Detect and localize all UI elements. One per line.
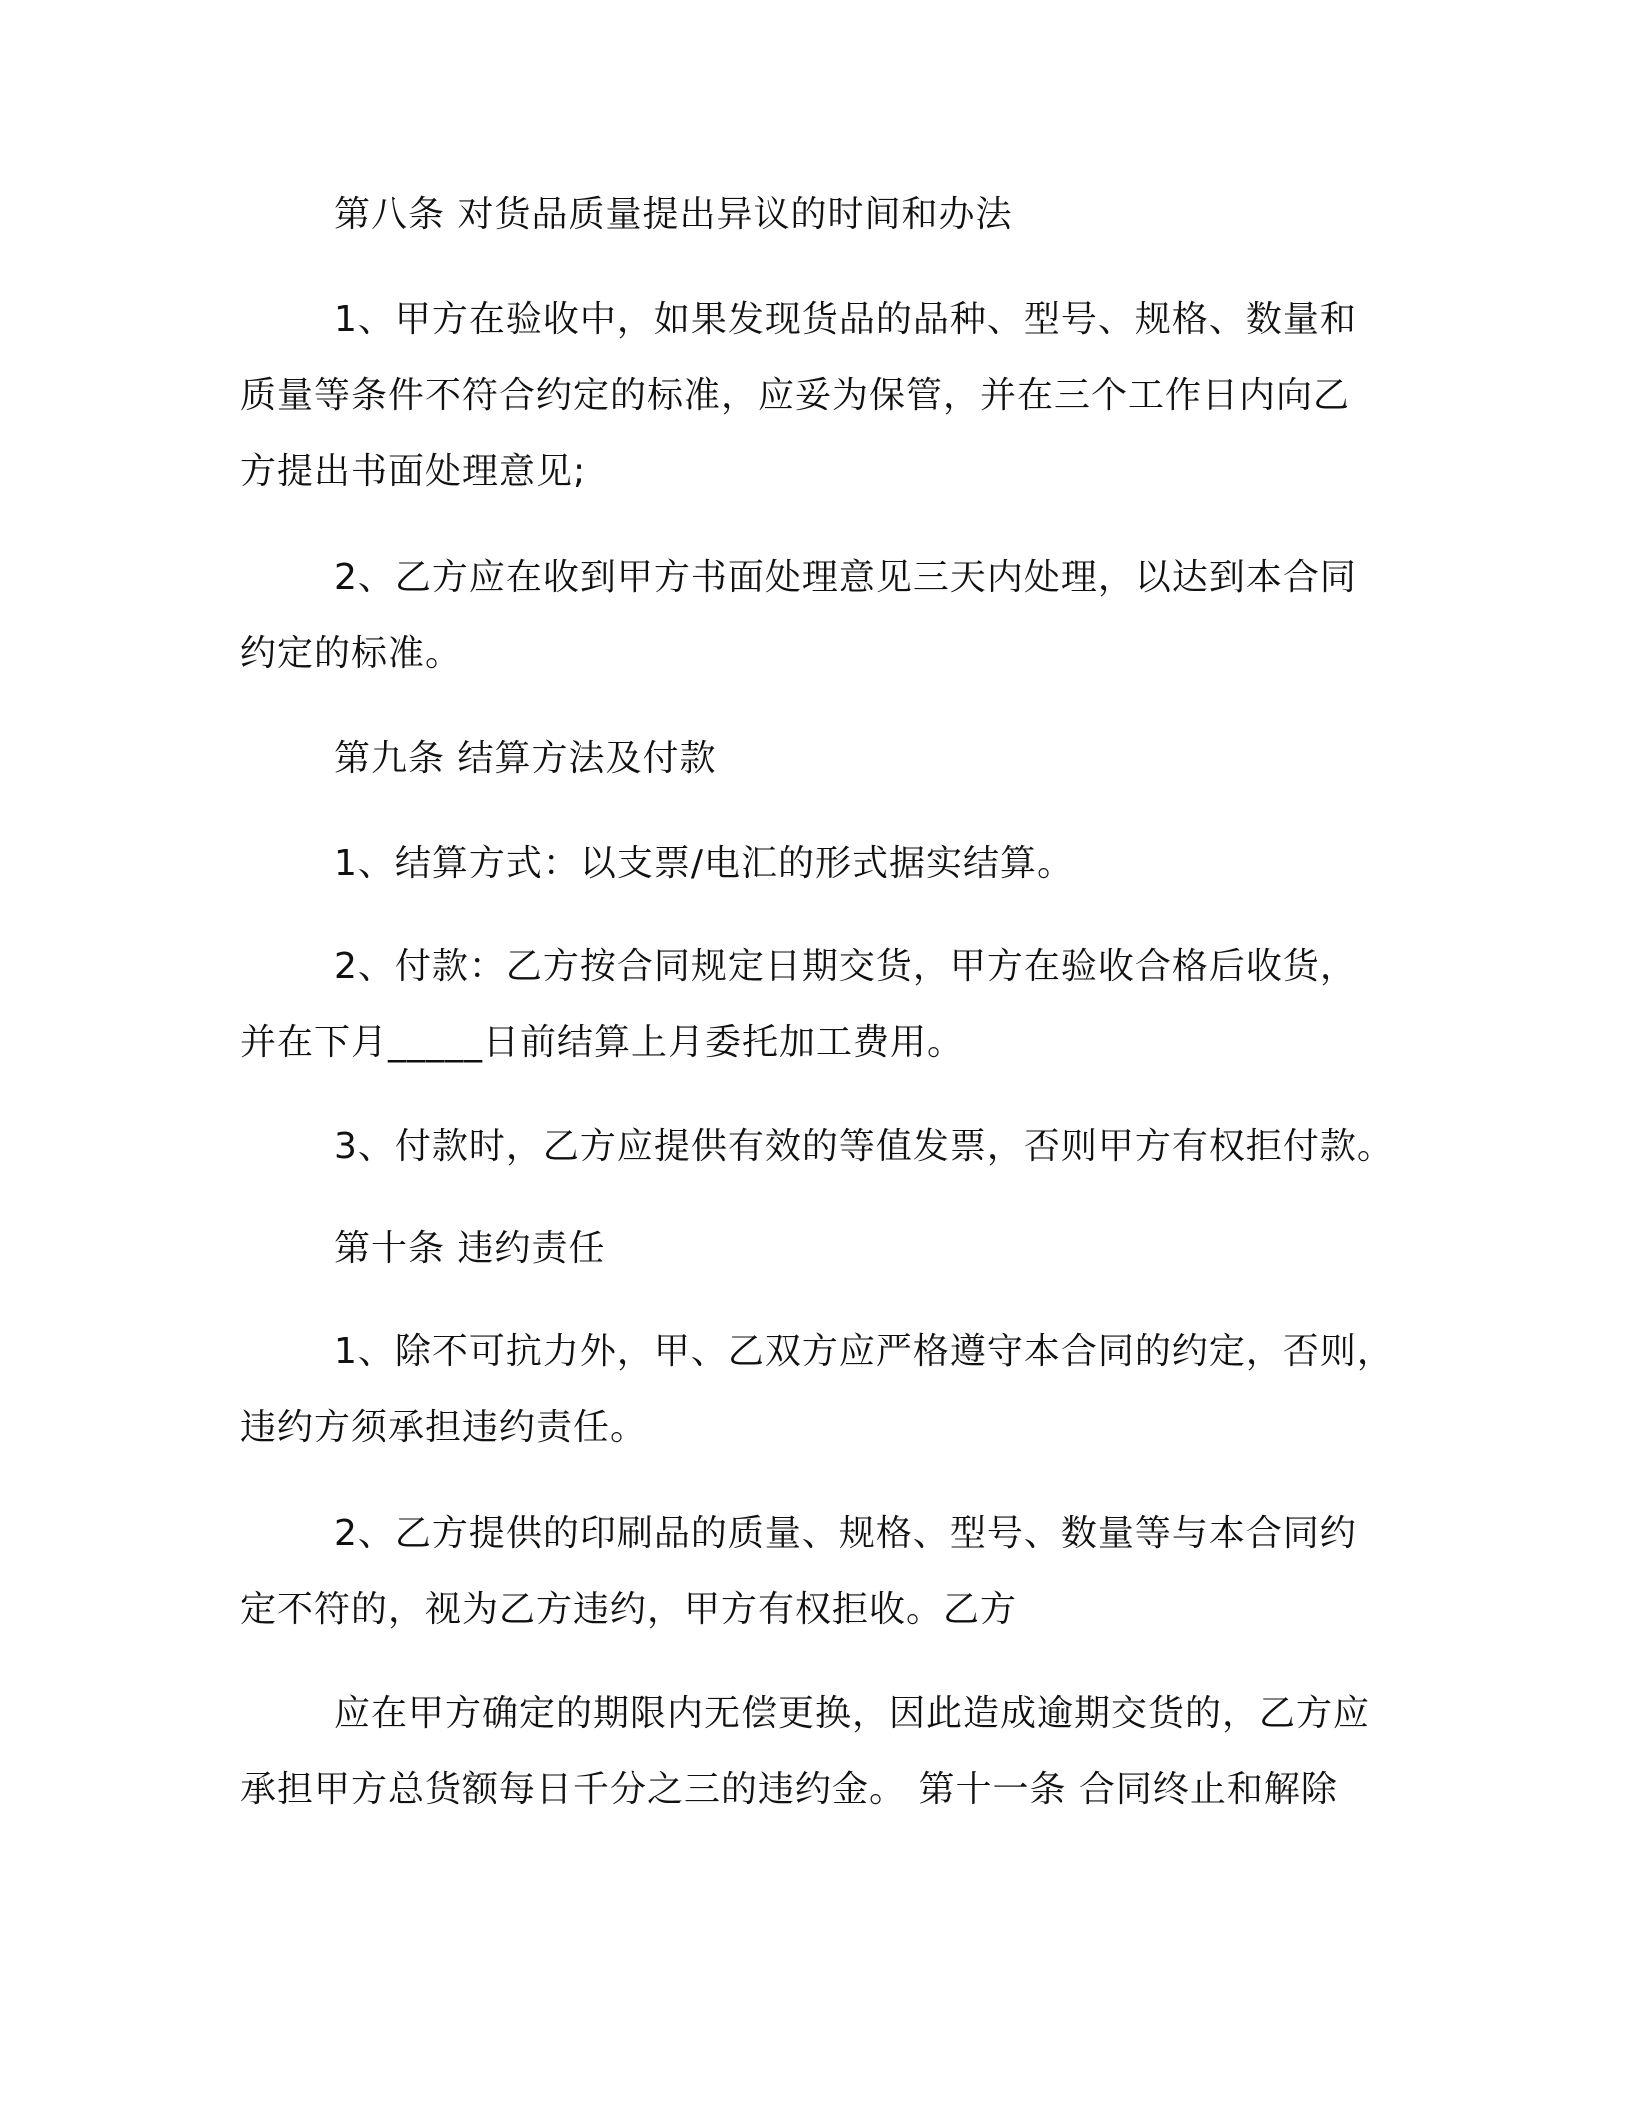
paragraph-line: 并在下月_____日前结算上月委托加工费用。 <box>240 1022 965 1063</box>
article-title-text: 第八条 对货品质量提出异议的时间和办法 <box>334 194 1013 235</box>
paragraph-line: 应在甲方确定的期限内无偿更换，因此造成逾期交货的，乙方应 <box>334 1693 1371 1734</box>
article-8-title <box>240 177 1474 253</box>
paragraph-line: 2、乙方应在收到甲方书面处理意见三天内处理，以达到本合同 <box>334 557 1357 598</box>
article-10-item-2 <box>240 1496 1380 1648</box>
paragraph-line: 2、乙方提供的印刷品的质量、规格、型号、数量等与本合同约 <box>334 1513 1357 1554</box>
article-title-text: 第十条 违约责任 <box>334 1228 606 1269</box>
paragraph-line: 1、除不可抗力外，甲、乙双方应严格遵守本合同的约定，否则， <box>334 1331 1394 1372</box>
article-9-title <box>240 721 1474 797</box>
article-8-item-1 <box>240 282 1380 510</box>
paragraph-line: 1、结算方式：以支票/电汇的形式据实结算。 <box>334 843 1075 884</box>
article-title-text: 第九条 结算方法及付款 <box>334 738 717 779</box>
paragraph-line: 方提出书面处理意见; <box>240 451 587 492</box>
article-10-item-1 <box>240 1314 1394 1466</box>
paragraph-line: 3、付款时，乙方应提供有效的等值发票，否则甲方有权拒付款。 <box>334 1126 1394 1167</box>
paragraph-line: 约定的标准。 <box>240 633 463 674</box>
paragraph-line: 2、付款：乙方按合同规定日期交货，甲方在验收合格后收货， <box>334 946 1357 987</box>
article-8-item-2 <box>240 540 1380 692</box>
article-10-title <box>240 1211 1474 1287</box>
paragraph-line: 承担甲方总货额每日千分之三的违约金。 第十一条 合同终止和解除 <box>240 1769 1338 1810</box>
article-9-item-1 <box>240 826 1474 902</box>
paragraph-line: 违约方须承担违约责任。 <box>240 1407 648 1448</box>
paragraph-line: 1、甲方在验收中，如果发现货品的品种、型号、规格、数量和 <box>334 299 1357 340</box>
article-10-item-2-continued <box>240 1676 1380 1828</box>
paragraph-line: 质量等条件不符合约定的标准，应妥为保管，并在三个工作日内向乙 <box>240 375 1351 416</box>
article-9-item-3 <box>240 1109 1474 1185</box>
paragraph-line: 定不符的，视为乙方违约，甲方有权拒收。乙方 <box>240 1589 1018 1630</box>
article-9-item-2 <box>240 929 1380 1081</box>
